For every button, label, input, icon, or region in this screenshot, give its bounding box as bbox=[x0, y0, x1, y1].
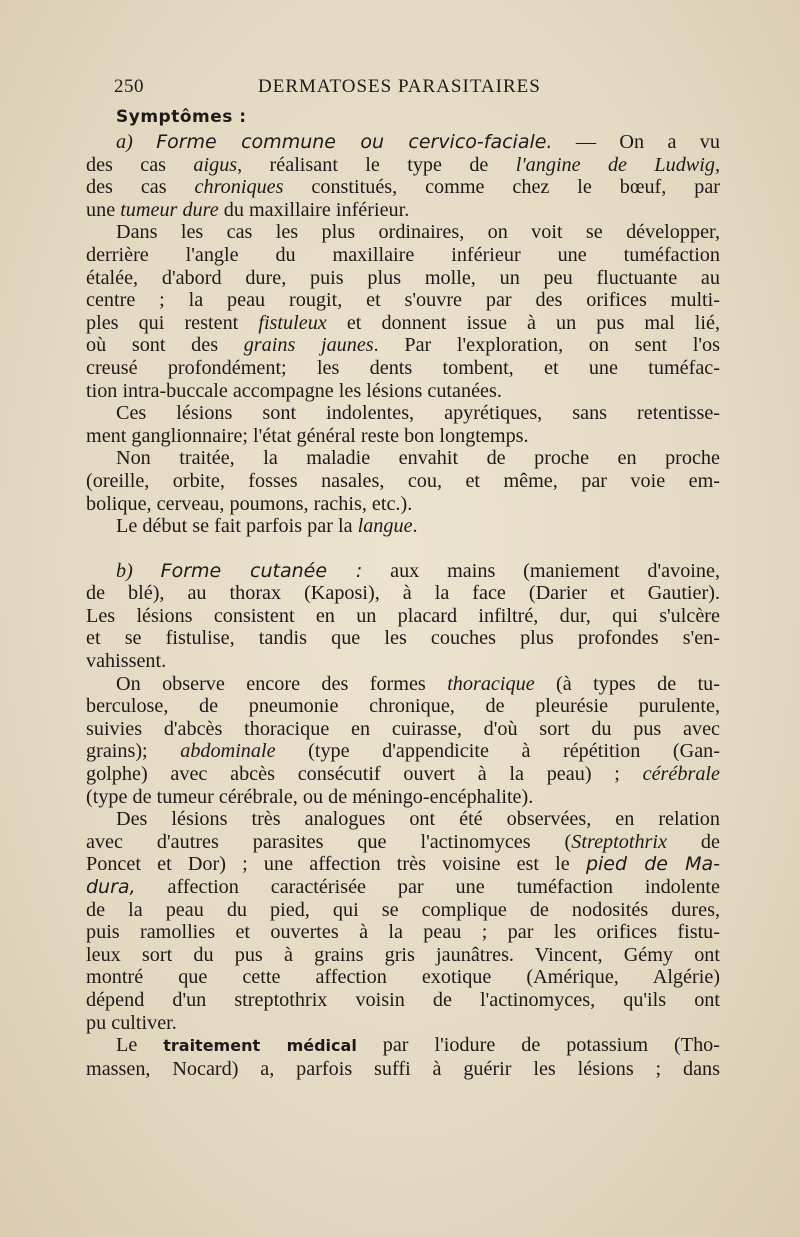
text-run: (type d'appendicite à répétition (Gan- bbox=[275, 740, 720, 763]
text-line bbox=[86, 853, 720, 876]
text-line bbox=[86, 221, 720, 244]
text-run: de blé), au thorax (Kaposi), à la face (Darier et Gautier). bbox=[86, 582, 720, 605]
text-line bbox=[86, 176, 720, 199]
text-run: bolique, cerveau, poumons, rachis, etc.). bbox=[86, 492, 413, 515]
italic-term: b) bbox=[116, 559, 161, 582]
text-run: centre ; la peau rougit, et s'ouvre par des orifices multi- bbox=[86, 289, 720, 312]
text-run: Dans les cas les plus ordinaires, on voit se développer, bbox=[116, 221, 720, 244]
paragraph bbox=[86, 560, 720, 673]
text-line bbox=[86, 380, 720, 403]
paragraph bbox=[86, 402, 720, 447]
text-run: vahissent. bbox=[86, 650, 167, 673]
paragraph bbox=[86, 673, 720, 809]
text-line bbox=[86, 899, 720, 922]
text-line bbox=[86, 267, 720, 290]
text-run: Des lésions très analogues ont été observées, en relation bbox=[116, 808, 720, 831]
text-line bbox=[86, 1058, 720, 1081]
text-run: berculose, de pneumonie chronique, de pleurésie purulente, bbox=[86, 695, 720, 718]
text-run: suivies d'abcès thoracique en cuirasse, d'où sort du pus avec bbox=[86, 717, 720, 740]
italic-term: a) bbox=[116, 131, 157, 153]
text-run: affection caractérisée par une tuméfaction indolente bbox=[135, 876, 720, 898]
text-run: massen, Nocard) a, parfois suffi à guérir les lésions ; dans bbox=[86, 1057, 720, 1080]
text-line bbox=[86, 131, 720, 154]
text-run: de la peau du pied, qui se complique de nodosités dures, bbox=[86, 898, 720, 921]
text-line bbox=[86, 402, 720, 425]
section-title: Symptômes : bbox=[116, 107, 247, 127]
italic-term: l'angine de Ludwig bbox=[515, 153, 715, 176]
paragraph bbox=[86, 808, 720, 1034]
text-run: des cas bbox=[86, 176, 195, 199]
text-line bbox=[86, 312, 720, 335]
text-run: dépend d'un streptothrix voisin de l'actinomyces, qu'ils ont bbox=[86, 988, 720, 1011]
text-run: avec d'autres parasites que l'actinomyces ( bbox=[86, 830, 572, 853]
text-line bbox=[86, 695, 720, 718]
text-run: . bbox=[412, 515, 418, 538]
text-run: grains); bbox=[86, 740, 181, 763]
text-run: tion intra-buccale accompagne les lésions cutanées. bbox=[86, 379, 502, 402]
text-run: Les lésions consistent en un placard infiltré, dur, qui s'ulcère bbox=[86, 604, 720, 627]
text-run: aux mains (maniement d'avoine, bbox=[362, 559, 720, 582]
paragraph-gap bbox=[86, 538, 720, 560]
text-line bbox=[86, 605, 720, 628]
text-line bbox=[86, 1012, 720, 1035]
text-run: derrière l'angle du maxillaire inférieur une tuméfaction bbox=[86, 243, 720, 266]
text-line bbox=[86, 1034, 720, 1058]
text-run: . Par l'exploration, on sent l'os bbox=[373, 334, 721, 357]
text-line bbox=[86, 289, 720, 312]
text-line bbox=[86, 425, 720, 448]
text-run: — On a vu bbox=[552, 131, 720, 153]
text-line bbox=[86, 244, 720, 267]
italic-term: Streptothrix bbox=[571, 830, 667, 853]
text-run: On observe encore des formes bbox=[116, 672, 448, 695]
text-run: , bbox=[714, 153, 720, 176]
text-run: et donnent issue à un pus mal lié, bbox=[326, 311, 720, 334]
page-number: 250 bbox=[114, 76, 144, 97]
text-line bbox=[86, 560, 720, 583]
text-line bbox=[86, 334, 720, 357]
text-line bbox=[86, 831, 720, 854]
text-run: leux sort du pus à grains gris jaunâtres. Vincent, Gémy ont bbox=[86, 943, 720, 966]
text-line bbox=[86, 673, 720, 696]
heading-term: pied de Ma- bbox=[585, 853, 720, 876]
text-run: , réalisant le type de bbox=[237, 153, 516, 176]
bold-term: traitement médical bbox=[163, 1036, 357, 1056]
text-run: Poncet et Dor) ; une affection très voisine est le bbox=[86, 853, 586, 876]
italic-term: thoracique bbox=[447, 672, 535, 695]
heading-term: Forme cutanée : bbox=[160, 559, 363, 582]
text-run: puis ramollies et ouvertes à la peau ; par les orifices fistu- bbox=[86, 921, 720, 944]
text-line bbox=[86, 199, 720, 222]
text-line bbox=[86, 627, 720, 650]
text-run: une bbox=[86, 198, 121, 221]
text-line bbox=[86, 740, 720, 763]
italic-term: abdominale bbox=[180, 740, 276, 763]
text-run: étalée, d'abord dure, puis plus molle, un peu fluctuante au bbox=[86, 266, 720, 289]
italic-term: langue bbox=[357, 515, 413, 538]
heading-term: Forme commune ou cervico-faciale. bbox=[156, 131, 553, 153]
text-line bbox=[86, 582, 720, 605]
text-run: où sont des bbox=[86, 334, 244, 357]
text-line bbox=[86, 921, 720, 944]
text-line bbox=[86, 493, 720, 516]
text-run: ples qui restent bbox=[86, 311, 259, 334]
text-line bbox=[86, 357, 720, 380]
text-run: (oreille, orbite, fosses nasales, cou, et même, par voie em- bbox=[86, 469, 720, 492]
text-line bbox=[86, 966, 720, 989]
body-text bbox=[86, 131, 720, 1080]
paragraph bbox=[86, 1034, 720, 1080]
text-run: pu cultiver. bbox=[86, 1011, 177, 1034]
text-run: Le début se fait parfois par la bbox=[116, 515, 358, 538]
text-run: (à types de tu- bbox=[534, 672, 721, 695]
italic-term: aigus bbox=[193, 153, 238, 176]
text-run: du maxillaire inférieur. bbox=[218, 198, 410, 221]
text-run: Ces lésions sont indolentes, apyrétiques, sans retentisse- bbox=[116, 402, 720, 425]
paragraph bbox=[86, 221, 720, 402]
text-line bbox=[86, 154, 720, 177]
text-line bbox=[86, 989, 720, 1012]
text-run: par l'iodure de potassium (Tho- bbox=[356, 1034, 720, 1057]
text-run: constitués, comme chez le bœuf, par bbox=[283, 176, 721, 199]
italic-term: chroniques bbox=[194, 176, 284, 199]
text-run: creusé profondément; les dents tombent, et une tuméfac- bbox=[86, 356, 720, 379]
paragraph bbox=[86, 515, 720, 538]
text-line bbox=[86, 718, 720, 741]
text-run: de bbox=[666, 830, 720, 853]
text-line bbox=[86, 447, 720, 470]
text-line bbox=[86, 763, 720, 786]
text-run: golphe) avec abcès consécutif ouvert à la peau) ; bbox=[86, 763, 643, 786]
text-line bbox=[86, 876, 720, 899]
running-head bbox=[86, 70, 720, 104]
text-run: ment ganglionnaire; l'état général reste bon longtemps. bbox=[86, 424, 529, 447]
text-line bbox=[86, 786, 720, 809]
italic-term: fistuleux bbox=[258, 311, 327, 334]
heading-term: dura, bbox=[86, 876, 136, 898]
text-run: (type de tumeur cérébrale, ou de méningo-encéphalite). bbox=[86, 785, 534, 808]
running-title: DERMATOSES PARASITAIRES bbox=[258, 76, 541, 97]
text-run: Le bbox=[116, 1034, 164, 1057]
text-line bbox=[86, 470, 720, 493]
text-run: Non traitée, la maladie envahit de proche en proche bbox=[116, 447, 720, 470]
text-line bbox=[86, 515, 720, 538]
paragraph bbox=[86, 131, 720, 221]
paragraph bbox=[86, 447, 720, 515]
text-line bbox=[86, 650, 720, 673]
text-line bbox=[86, 944, 720, 967]
italic-term: tumeur dure bbox=[120, 198, 219, 221]
italic-term: grains jaunes bbox=[243, 334, 374, 357]
italic-term: cérébrale bbox=[642, 763, 720, 786]
text-run: des cas bbox=[86, 153, 194, 176]
text-run: montré que cette affection exotique (Amérique, Algérie) bbox=[86, 966, 720, 989]
text-run: et se fistulise, tandis que les couches plus profondes s'en- bbox=[86, 627, 720, 650]
text-line bbox=[86, 808, 720, 831]
